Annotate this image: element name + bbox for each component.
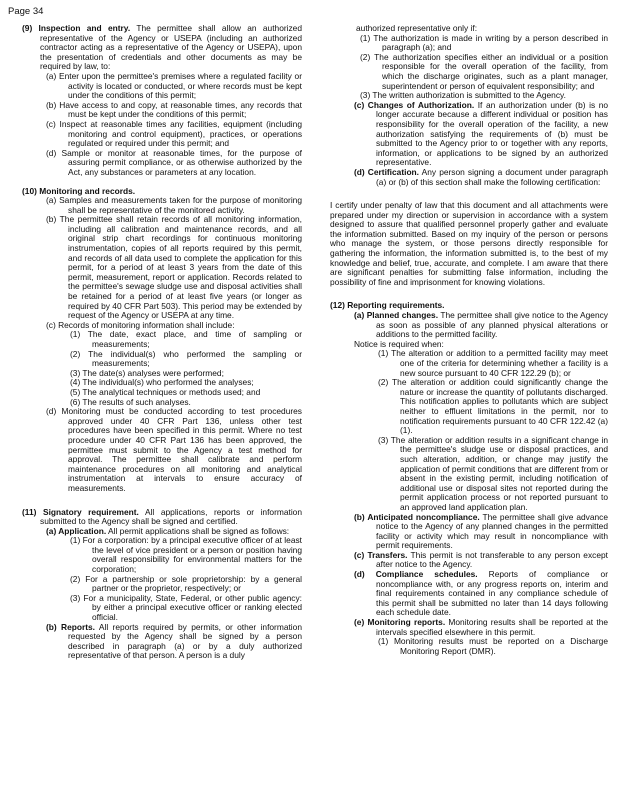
section-12-b: [322, 513, 608, 551]
section-11-signatory: [14, 508, 302, 527]
section-11-c-text: If an authorization under (b) is no longer accurate because a different individual or position has responsibility for the overall operation of the facility, a new authorization satisfying the requirements of (b) must be submitted to the Agency prior to or together with any reports, information, or applications to be signed by an authorized representative.: [376, 99, 609, 168]
section-12-b-text: The permittee shall give advance notice to the Agency of any planned changes in the permitted facility or activity which may result in noncompliance with permit requirements.: [376, 511, 609, 551]
section-10-a: (a) Samples and measurements taken for the purpose of monitoring shall be representative of the monitored activity.: [46, 195, 302, 215]
page-number: Page 34: [8, 6, 44, 17]
section-10-c5: (5) The analytical techniques or methods used; and: [70, 386, 261, 397]
section-10-c: (c) Records of monitoring information shall include:: [46, 319, 235, 330]
section-12-d-text: Reports of compliance or noncompliance with, or any progress reports on, interim and final requirements contained in any compliance schedule of this permit shall be submitted no later than 14 days following each schedule date.: [376, 569, 608, 618]
section-12-a3: (3) The alteration or addition results in a significant change in the permittee's sludge use or disposal practices, and such alteration, addition, or change may justify the application of permit conditions that are different from or absent in the existing permit, including notification of additional use or disposal sites not reported during the permit application process or not reported pursuant to an approved land application plan.: [378, 434, 608, 512]
section-9-a: (a) Enter upon the permittee's premises where a regulated facility or activity is located or conducted, or where records must be kept under the conditions of this permit;: [46, 70, 302, 101]
section-11-b-label: (b) Reports.: [46, 621, 96, 632]
section-9-d: (d) Sample or monitor at reasonable times, for the purpose of assuring permit compliance, or as otherwise authorized by the Act, any substances or parameters at any location.: [46, 147, 302, 177]
section-12-c-label: (c) Transfers.: [354, 549, 408, 560]
section-11-a2: (2) For a partnership or sole proprietorship: by a general partner or the proprietor, respectively; or: [70, 573, 302, 594]
section-12-e: [322, 618, 608, 637]
section-10-title: (10) Monitoring and records.: [22, 185, 136, 196]
right-column: [322, 24, 608, 656]
section-11-b: [14, 623, 302, 661]
left-column: [14, 24, 302, 661]
section-10-c3: (3) The date(s) analyses were performed;: [70, 367, 224, 378]
section-11-intro: All applications, reports or information submitted to the Agency shall be signed and certified.: [40, 506, 302, 527]
section-12-d-label: (d) Compliance schedules.: [354, 569, 478, 580]
section-11-c: [322, 101, 608, 168]
continuation-2: (2) The authorization specifies either an individual or a position responsible for the overall operation of the facility, from which the discharge originates, such as a plant manager, superintendent or person of equivalent responsibility; and: [360, 51, 608, 91]
section-12-a: [322, 311, 608, 340]
section-11-d-label: (d) Certification.: [354, 166, 419, 177]
section-10-c4: (4) The individual(s) who performed the analyses;: [70, 377, 254, 388]
section-10-c6: (6) The results of such analyses.: [70, 396, 191, 407]
section-12-a2: (2) The alteration or addition could significantly change the nature or increase the quantity of pollutants discharged. This notification applies to pollutants which are subject neither to effluent limitations in the permit, nor to notification requirements pursuant to 40 CFR 122.42 (a)(1).: [378, 377, 608, 436]
section-12-a1: (1) The alteration or addition to a permitted facility may meet one of the criteria for determining whether a facility is a new source pursuant to 40 CFR 122.29 (b); or: [378, 348, 608, 378]
certification-statement: I certify under penalty of law that this document and all attachments were prepared under my direction or supervision in accordance with a system designed to assure that qualified personnel properly gather and evaluate the information submitted. Based on my inquiry of the person or persons who manage the system, or those persons directly responsible for gathering the information, the information submitted is, to the best of my knowledge and belief, true, accurate, and complete. I am aware that there are significant penalties for submitting false information, including the possibility of fine and imprisonment for knowing violations.: [330, 200, 608, 287]
section-12-b-label: (b) Anticipated noncompliance.: [354, 511, 480, 522]
section-12-e1: (1) Monitoring results must be reported on a Discharge Monitoring Report (DMR).: [378, 636, 608, 656]
section-9-intro: The permittee shall allow an authorized representative of the Agency or USEPA (including an authorized contractor acting as a representative of the Agency or USEPA), upon the presentation of credentials and other documents as may be required by law, to:: [40, 23, 303, 72]
continuation-1: (1) The authorization is made in writing by a person described in paragraph (a); and: [360, 32, 608, 53]
section-9-inspection: [14, 24, 302, 72]
section-9-b: (b) Have access to and copy, at reasonable times, any records that must be kept under the conditions of this permit;: [46, 99, 302, 120]
section-12-a-text: The permittee shall give notice to the Agency as soon as possible of any planned physical alterations or additions to the permitted facility.: [376, 310, 608, 340]
section-12-e-label: (e) Monitoring reports.: [354, 617, 446, 628]
section-11-a-text: All permit applications shall be signed as follows:: [106, 525, 290, 536]
section-11-d-text: Any person signing a document under paragraph (a) or (b) of this section shall make the following certification:: [376, 166, 608, 187]
section-10-b: (b) The permittee shall retain records of all monitoring information, including all calibration and maintenance records, and all original strip chart recordings for continuous monitoring instrumentation, copies of all reports required by this permit, and records of all data used to complete the application for this permit, for a period of at least 3 years from the date of this permit, measurement, report or application. Records related to the permittee's sewage sludge use and disposal activities shall be retained for a period of at least five years (or longer as required by 40 CFR Part 503). This period may be extended by request of the Agency or USEPA at any time.: [46, 214, 302, 321]
section-10-d: (d) Monitoring must be conducted according to test procedures approved under 40 CFR Part 136, unless other test procedures have been specified in this permit. Where no test procedure under 40 CFR Part 136 has been approved, the permittee must submit to the Agency a test method for approval. The permittee shall calibrate and perform maintenance procedures on all monitoring and analytical instrumentation at intervals to ensure accuracy of measurements.: [46, 406, 302, 493]
continuation-3: (3) The written authorization is submitted to the Agency.: [360, 90, 566, 101]
section-12-a-notice: Notice is required when:: [354, 338, 444, 349]
section-12-d: [322, 570, 608, 618]
section-11-d: [322, 168, 608, 187]
section-12-c-text: This permit is not transferable to any person except after notice to the Agency.: [376, 549, 608, 570]
section-12-e-text: Monitoring results shall be reported at the intervals specified elsewhere in this permit.: [376, 617, 609, 637]
section-9-title: (9) Inspection and entry.: [22, 23, 131, 33]
section-11-a1: (1) For a corporation: by a principal executive officer of at least the level of vice president or a person or position having overall responsibility for environmental matters for the corporation;: [70, 535, 302, 575]
section-11-a3: (3) For a municipality, State, Federal, or other public agency: by either a principal executive officer or ranking elected official.: [70, 592, 302, 623]
continuation-intro: authorized representative only if:: [356, 23, 478, 33]
section-10-c2: (2) The individual(s) who performed the sampling or measurements;: [70, 348, 302, 369]
section-11-c-label: (c) Changes of Authorization.: [354, 99, 475, 110]
section-9-c: (c) Inspect at reasonable times any facilities, equipment (including monitoring and control equipment), practices, or operations regulated or required under this permit; and: [46, 118, 302, 149]
section-11-b-text: All reports required by permits, or other information requested by the Agency shall be signed by a person described in paragraph (a) or by a duly authorized representative of that person. A person is a duly: [68, 621, 302, 661]
section-12-title: (12) Reporting requirements.: [330, 300, 445, 311]
section-11-title: (11) Signatory requirement.: [22, 506, 139, 517]
section-12-a-label: (a) Planned changes.: [354, 310, 439, 321]
section-10-c1: (1) The date, exact place, and time of sampling or measurements;: [70, 329, 302, 349]
section-11-a-label: (a) Application.: [46, 525, 107, 536]
section-12-c: [322, 551, 608, 570]
